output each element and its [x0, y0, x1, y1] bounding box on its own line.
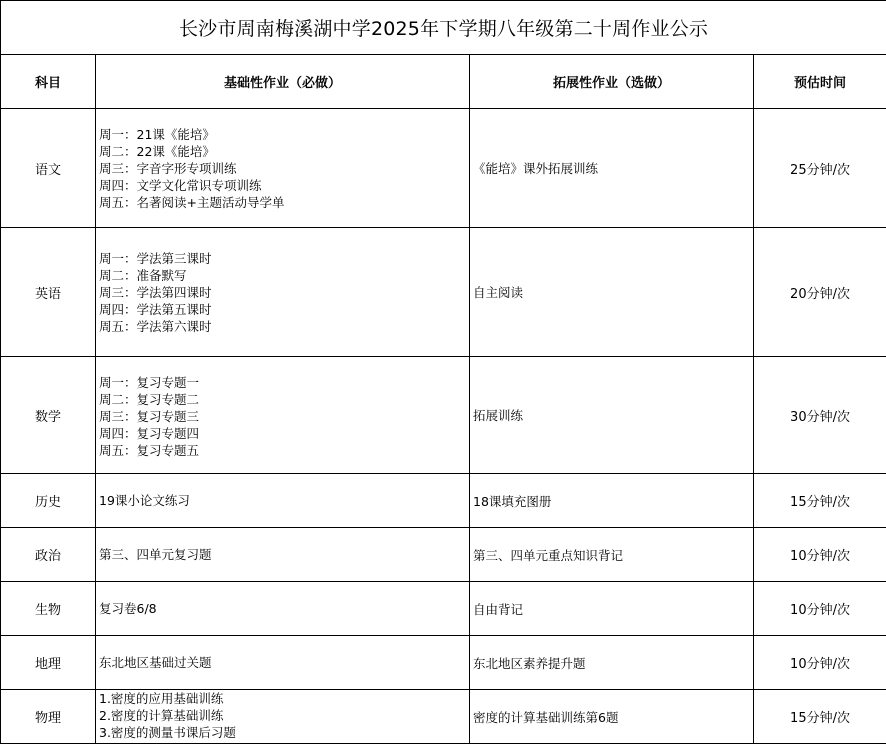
time-cell: 15分钟/次 — [754, 474, 886, 528]
time-cell: 20分钟/次 — [754, 228, 886, 357]
basic-homework-cell — [96, 528, 470, 582]
basic-line: 周五：名著阅读+主题活动导学单 — [99, 194, 469, 211]
time-cell: 10分钟/次 — [754, 528, 886, 582]
extended-homework-cell: 拓展训练 — [470, 357, 754, 474]
table-row — [1, 109, 886, 228]
header-time: 预估时间 — [754, 55, 886, 109]
basic-homework-cell — [96, 357, 470, 474]
basic-line: 2.密度的计算基础训练 — [99, 707, 469, 724]
basic-homework-cell — [96, 582, 470, 636]
basic-line: 周二：准备默写 — [99, 267, 469, 284]
basic-line: 3.密度的测量书课后习题 — [99, 724, 469, 741]
table-row — [1, 228, 886, 357]
basic-homework-cell — [96, 109, 470, 228]
header-row — [1, 55, 886, 109]
time-cell: 10分钟/次 — [754, 636, 886, 690]
table-row — [1, 582, 886, 636]
time-cell: 30分钟/次 — [754, 357, 886, 474]
basic-line: 第三、四单元复习题 — [99, 546, 469, 563]
subject-cell: 地理 — [1, 636, 96, 690]
basic-line: 周三：复习专题三 — [99, 408, 469, 425]
subject-cell: 政治 — [1, 528, 96, 582]
basic-homework-cell — [96, 636, 470, 690]
time-cell: 15分钟/次 — [754, 690, 886, 744]
basic-line: 周四：复习专题四 — [99, 425, 469, 442]
subject-cell: 物理 — [1, 690, 96, 744]
extended-homework-cell: 《能培》课外拓展训练 — [470, 109, 754, 228]
basic-line: 周一：学法第三课时 — [99, 250, 469, 267]
basic-line: 复习卷6/8 — [99, 600, 469, 617]
basic-homework-cell — [96, 228, 470, 357]
basic-line: 周四：文学文化常识专项训练 — [99, 177, 469, 194]
subject-cell: 数学 — [1, 357, 96, 474]
basic-homework-cell — [96, 690, 470, 744]
extended-homework-cell: 18课填充图册 — [470, 474, 754, 528]
basic-line: 周三：字音字形专项训练 — [99, 160, 469, 177]
basic-line: 周五：学法第六课时 — [99, 318, 469, 335]
extended-homework-cell: 密度的计算基础训练第6题 — [470, 690, 754, 744]
basic-line: 周四：学法第五课时 — [99, 301, 469, 318]
basic-line: 周一：复习专题一 — [99, 374, 469, 391]
subject-cell: 生物 — [1, 582, 96, 636]
header-extended: 拓展性作业（选做） — [470, 55, 754, 109]
extended-homework-cell: 第三、四单元重点知识背记 — [470, 528, 754, 582]
table-row — [1, 357, 886, 474]
page-title: 长沙市周南梅溪湖中学2025年下学期八年级第二十周作业公示 — [1, 1, 886, 55]
subject-cell: 语文 — [1, 109, 96, 228]
header-subject: 科目 — [1, 55, 96, 109]
basic-homework-cell — [96, 474, 470, 528]
extended-homework-cell: 自主阅读 — [470, 228, 754, 357]
table-row — [1, 528, 886, 582]
subject-cell: 英语 — [1, 228, 96, 357]
subject-cell: 历史 — [1, 474, 96, 528]
time-cell: 25分钟/次 — [754, 109, 886, 228]
basic-line: 周二：复习专题二 — [99, 391, 469, 408]
extended-homework-cell: 自由背记 — [470, 582, 754, 636]
table-row — [1, 636, 886, 690]
basic-line: 东北地区基础过关题 — [99, 654, 469, 671]
basic-line: 周五：复习专题五 — [99, 442, 469, 459]
table-row — [1, 690, 886, 744]
extended-homework-cell: 东北地区素养提升题 — [470, 636, 754, 690]
time-cell: 10分钟/次 — [754, 582, 886, 636]
header-basic: 基础性作业（必做） — [96, 55, 470, 109]
basic-line: 周三：学法第四课时 — [99, 284, 469, 301]
table-row — [1, 474, 886, 528]
title-row — [1, 1, 886, 55]
basic-line: 19课小论文练习 — [99, 492, 469, 509]
basic-line: 周二：22课《能培》 — [99, 143, 469, 160]
basic-line: 周一：21课《能培》 — [99, 126, 469, 143]
basic-line: 1.密度的应用基础训练 — [99, 690, 469, 707]
